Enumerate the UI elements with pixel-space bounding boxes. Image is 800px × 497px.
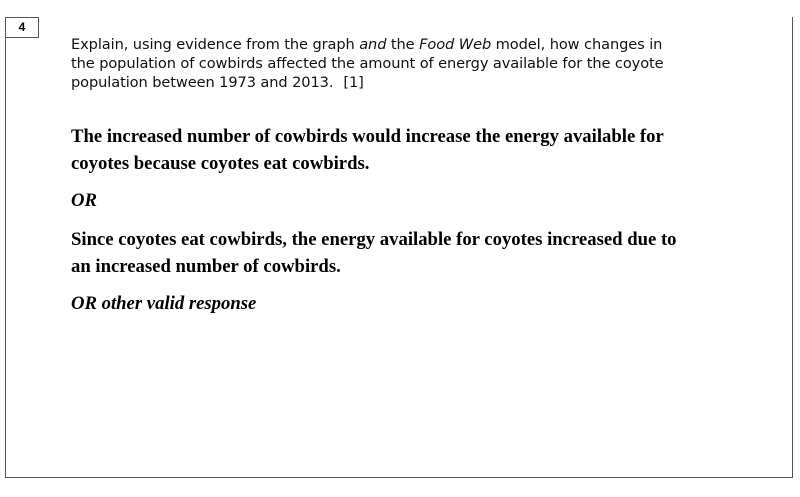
answer-1-line-1: The increased number of cowbirds would increase the energy available for — [71, 126, 664, 147]
answer-2 — [71, 226, 771, 280]
answer-1-line-2: coyotes because coyotes eat cowbirds. — [71, 153, 370, 174]
prompt-line-2: the population of cowbirds affected the amount of energy available for the coyote — [71, 55, 664, 72]
answer-2-line-1: Since coyotes eat cowbirds, the energy available for coyotes increased due to — [71, 229, 677, 250]
prompt-line-3: population between 1973 and 2013. [1] — [71, 74, 364, 91]
answer-1 — [71, 123, 771, 177]
question-prompt — [71, 35, 771, 92]
prompt-line-1: Explain, using evidence from the graph and the Food Web model, how changes in — [71, 36, 663, 53]
marks-label: [1] — [343, 74, 364, 91]
question-number: 4 — [5, 17, 39, 38]
answer-2-line-2: an increased number of cowbirds. — [71, 256, 341, 277]
or-separator: OR — [71, 190, 97, 211]
other-valid-response: OR other valid response — [71, 293, 257, 314]
